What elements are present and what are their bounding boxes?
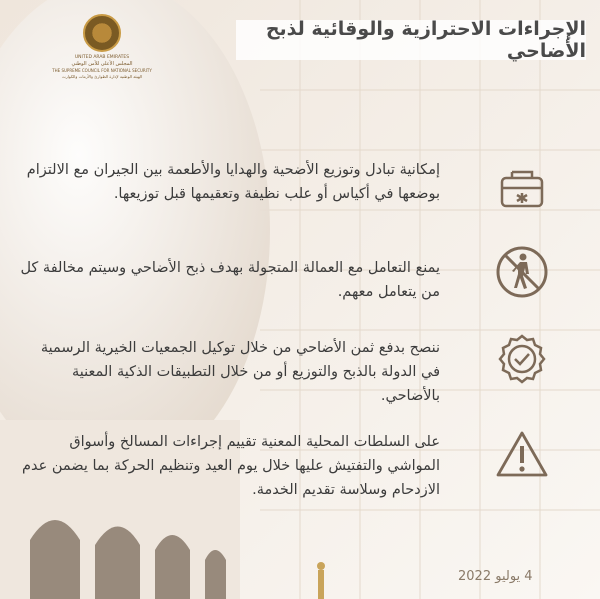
page-title: الإجراءات الاحترازية والوقائية لذبح الأضاحي — [265, 18, 586, 62]
uae-emblem-icon — [83, 14, 121, 52]
item-3-text: ننصح بدفع ثمن الأضاحي من خلال توكيل الجمعيات الخيرية الرسمية في الدولة بالذبح والتوزيع أو من خلال التطبيقات الذكية المعنية بالأضاحي. — [40, 340, 440, 404]
logo-line-ar: المجلس الأعلى للأمن الوطني — [71, 61, 133, 67]
supreme-council-logo — [42, 14, 162, 80]
title-banner — [236, 20, 586, 60]
verified-badge-icon — [494, 332, 550, 388]
logo-line-ar-2: الهيئة الوطنية لإدارة الطوارئ والأزمات والكوارث — [61, 74, 142, 79]
logo-line-en-2: THE SUPREME COUNCIL FOR NATIONAL SECURITY — [52, 68, 152, 73]
cooler-box-icon — [494, 160, 550, 216]
logo-line-en-1: UNITED ARAB EMIRATES — [74, 55, 130, 60]
warning-triangle-icon — [494, 427, 550, 483]
item-4-text: على السلطات المحلية المعنية تقييم إجراءات المسالخ وأسواق المواشي والتفتيش عليها خلال يوم العيد وتنظيم الحركة بما يضمن عدم الازدحام وسلاسة تقديم الخدمة. — [21, 434, 440, 498]
no-pedestrian-icon — [494, 244, 550, 300]
publish-date: 4 يوليو 2022 — [458, 569, 533, 584]
item-2-text: يمنع التعامل مع العمالة المتجولة بهدف ذبح الأضاحي وسيتم مخالفة كل من يتعامل معهم. — [20, 260, 440, 300]
item-1-text: إمكانية تبادل وتوزيع الأضحية والهدايا والأطعمة بين الجيران مع الالتزام بوضعها في أكياس أو علب نظيفة وتعقيمها قبل توزيعها. — [26, 162, 440, 202]
